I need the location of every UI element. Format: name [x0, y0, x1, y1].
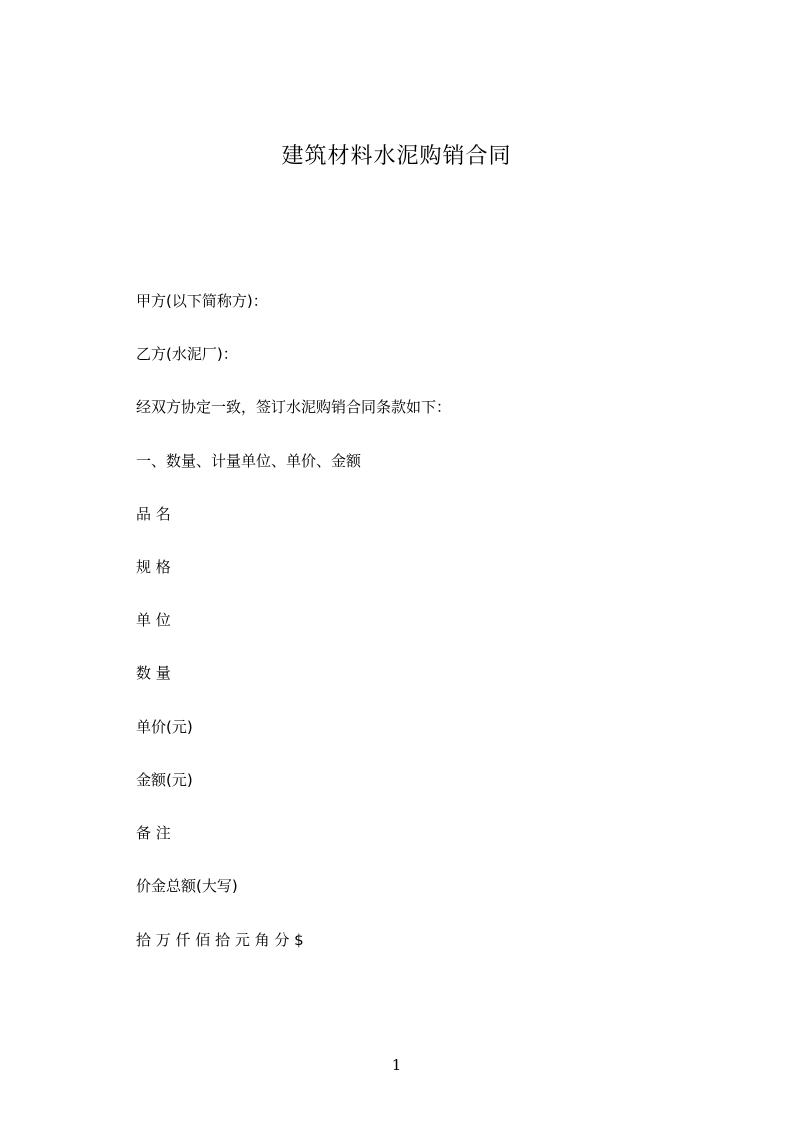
quantity-field: 数 量 [136, 664, 171, 682]
party-b-line: 乙方(水泥厂)： [136, 345, 238, 363]
amount-units-line: 拾 万 仟 佰 拾 元 角 分 $ [136, 931, 304, 949]
remarks-field: 备 注 [136, 824, 171, 842]
party-a-line: 甲方(以下简称方)： [136, 292, 268, 310]
amount-field: 金额(元) [136, 771, 193, 789]
document-title: 建筑材料水泥购销合同 [281, 144, 512, 169]
total-amount-field: 价金总额(大写) [136, 877, 238, 895]
product-name-field: 品 名 [136, 505, 171, 523]
page-number: 1 [391, 1056, 402, 1074]
unit-price-field: 单价(元) [136, 718, 193, 736]
agreement-intro-line: 经双方协定一致，签订水泥购销合同条款如下： [136, 398, 452, 416]
section-one-heading: 一、数量、计量单位、单价、金额 [136, 452, 362, 470]
unit-field: 单 位 [136, 611, 171, 629]
specification-field: 规 格 [136, 558, 171, 576]
